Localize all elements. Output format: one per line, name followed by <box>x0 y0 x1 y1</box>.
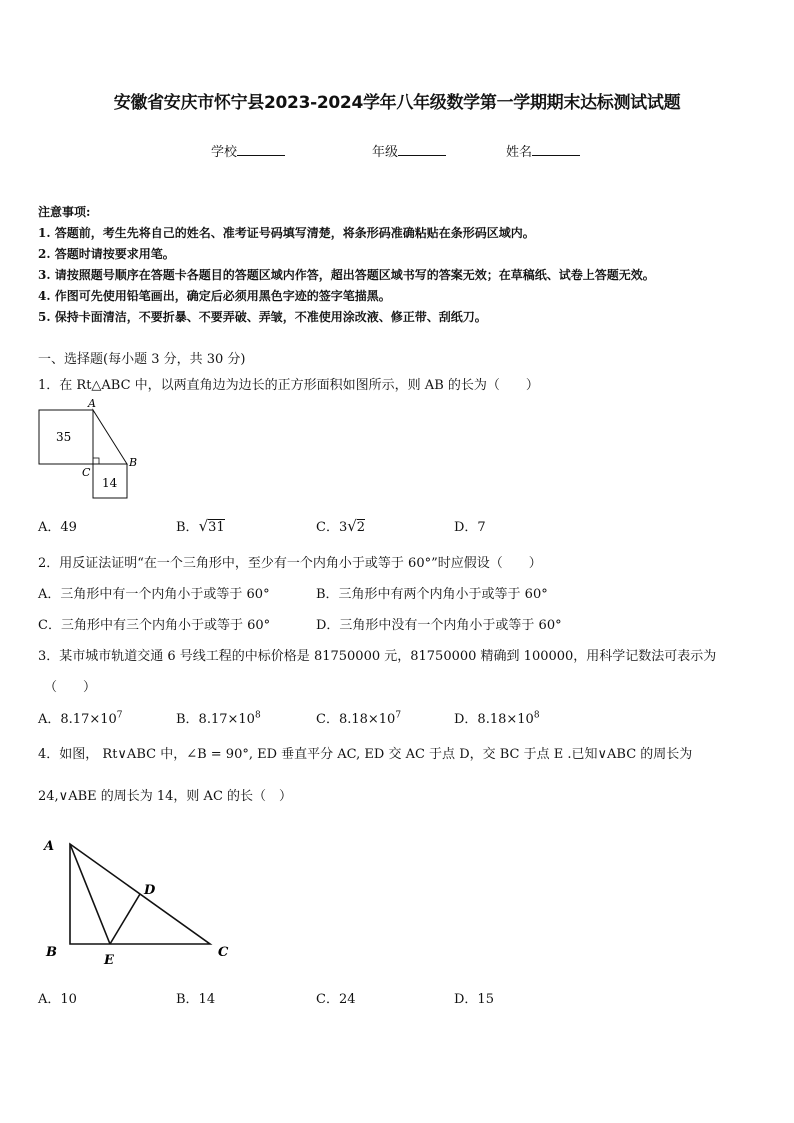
q4-option-d[interactable]: D．15 <box>454 992 494 1007</box>
note-item: 2. 答题时请按要求用笔。 <box>38 247 175 261</box>
question-4-figure <box>38 830 238 970</box>
q1-option-d[interactable]: D．7 <box>454 520 486 535</box>
radicand: 31 <box>208 520 225 535</box>
question-1-stem: 1．在 Rt△ABC 中，以两直角边为边长的正方形面积如图所示，则 AB 的长为（ ） <box>38 378 539 393</box>
school-label: 学校 <box>211 145 238 160</box>
q4-option-c[interactable]: C．24 <box>316 992 356 1007</box>
question-3-paren: （ ） <box>44 680 97 695</box>
q1-option-b-prefix: B． <box>176 520 199 535</box>
small-square-label: 14 <box>102 476 118 490</box>
q3-option-c-text: C．8.18×10 <box>316 712 396 727</box>
note-item: 4. 作图可先使用铅笔画出，确定后必须用黑色字迹的签字笔描黑。 <box>38 289 391 303</box>
point-d-label: D <box>144 883 156 898</box>
exponent: 7 <box>395 710 402 721</box>
page-title: 安徽省安庆市怀宁县2023-2024学年八年级数学第一学期期末达标测试试题 <box>113 93 681 113</box>
note-item: 1. 答题前，考生先将自己的姓名、准考证号码填写清楚，将条形码准确粘贴在条形码区域内。 <box>38 226 535 240</box>
q3-option-d-text: D．8.18×10 <box>454 712 534 727</box>
grade-label: 年级 <box>372 145 399 160</box>
sqrt-symbol: √ <box>198 517 209 535</box>
grade-blank[interactable] <box>398 142 446 156</box>
name-blank[interactable] <box>532 142 580 156</box>
name-label: 姓名 <box>506 145 533 160</box>
q4-option-a[interactable]: A．10 <box>38 992 77 1007</box>
q3-option-c[interactable] <box>316 708 401 727</box>
radicand: 2 <box>356 520 366 535</box>
q1-option-b[interactable] <box>176 516 225 535</box>
right-triangle <box>93 410 127 464</box>
q3-option-a[interactable] <box>38 708 123 727</box>
question-2-stem: 2．用反证法证明“在一个三角形中，至少有一个内角小于或等于 60°”时应假设（ ） <box>38 556 542 571</box>
school-blank[interactable] <box>237 142 285 156</box>
vertex-a-label: A <box>88 397 96 410</box>
point-e-label: E <box>104 953 114 968</box>
vertex-b-label: B <box>46 945 57 960</box>
question-3-stem: 3．某市城市轨道交通 6 号线工程的中标价格是 81750000 元，81750000 精确到 100000，用科学记数法可表示为 <box>38 649 717 664</box>
sqrt-symbol: √ <box>347 517 357 535</box>
q3-option-b-text: B．8.17×10 <box>176 712 255 727</box>
q3-option-a-text: A．8.17×10 <box>38 712 117 727</box>
q1-option-a[interactable]: A．49 <box>38 520 77 535</box>
exponent: 7 <box>116 710 123 721</box>
question-4-stem-line2: 24,∨ABE 的周长为 14，则 AC 的长（ ） <box>38 789 293 804</box>
exponent: 8 <box>254 710 261 721</box>
question-1-figure <box>30 395 150 500</box>
right-angle-mark <box>93 458 99 464</box>
q3-option-d[interactable] <box>454 708 540 727</box>
vertex-c-label: C <box>218 945 229 960</box>
q1-option-c-prefix: C．3 <box>316 520 348 535</box>
q2-option-c[interactable]: C．三角形中有三个内角小于或等于 60° <box>38 618 271 633</box>
q2-option-b[interactable]: B．三角形中有两个内角小于或等于 60° <box>316 587 548 602</box>
q3-option-b[interactable] <box>176 708 261 727</box>
vertex-c-label: C <box>82 466 91 479</box>
grade-field[interactable] <box>372 141 446 160</box>
note-item: 3. 请按照题号顺序在答题卡各题目的答题区域内作答，超出答题区域书写的答案无效；在草稿纸、试卷上答题无效。 <box>38 268 655 282</box>
q2-option-d[interactable]: D．三角形中没有一个内角小于或等于 60° <box>316 618 562 633</box>
big-square-label: 35 <box>56 430 72 444</box>
section-heading: 一、选择题(每小题 3 分，共 30 分) <box>38 352 246 367</box>
q1-option-c[interactable] <box>316 516 365 535</box>
name-field[interactable] <box>506 141 580 160</box>
segment-ed <box>110 894 140 944</box>
q2-option-a[interactable]: A．三角形中有一个内角小于或等于 60° <box>38 587 270 602</box>
question-4-stem-line1: 4．如图， Rt∨ABC 中，∠B = 90°, ED 垂直平分 AC, ED 交 AC 于点 D，交 BC 于点 E .已知∨ABC 的周长为 <box>38 747 693 762</box>
school-field[interactable] <box>211 141 285 160</box>
exponent: 8 <box>533 710 540 721</box>
q4-option-b[interactable]: B．14 <box>176 992 216 1007</box>
vertex-b-label: B <box>129 456 138 469</box>
notes-heading: 注意事项: <box>38 205 91 219</box>
note-item: 5. 保持卡面清洁，不要折暴、不要弄破、弄皱，不准使用涂改液、修正带、刮纸刀。 <box>38 310 487 324</box>
vertex-a-label: A <box>44 839 55 854</box>
